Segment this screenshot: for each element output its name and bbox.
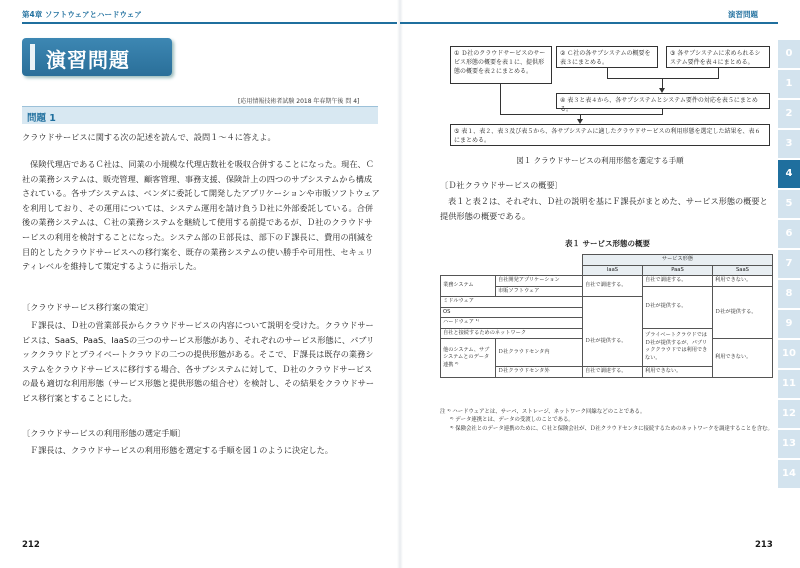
section1-body [22, 318, 380, 406]
right-page [400, 0, 800, 568]
title-box [22, 38, 172, 76]
table-caption: 表１ サービス形態の概要 [564, 239, 651, 248]
table-group-header: サービス形態 [583, 255, 773, 266]
intro-line: クラウドサービスに関する次の記述を読んで、設問１～４に答えよ。 [22, 132, 276, 142]
flow-box-2: ② Ｃ社の各サブシステムの概要を表３にまとめる。 [556, 46, 658, 68]
table-notes [440, 408, 780, 433]
title-stripe [30, 44, 35, 70]
row-commercial-sw: 市販ソフトウェア [496, 286, 583, 297]
chapter-tab-8[interactable]: 8 [778, 280, 800, 308]
flow-connector [607, 68, 608, 78]
cell-paas-self: 自社で調達する。 [643, 276, 713, 287]
d-cloud-section-body [440, 194, 775, 223]
cell-saas-unavailable-2: 利用できない。 [713, 339, 773, 378]
cell-iaas-self: 自社で調達する。 [583, 276, 643, 297]
right-header: 演習問題 [728, 10, 758, 19]
page-number-right: 213 [755, 540, 773, 550]
cell-iaas-d: Ｄ社が提供する。 [583, 318, 643, 367]
section2-body [22, 443, 380, 458]
section1-header: 〔クラウドサービス移行案の策定〕 [22, 302, 154, 312]
cell-iaas-blank [583, 297, 643, 318]
col-paas: PaaS [643, 265, 713, 276]
chapter-tab-3[interactable]: 3 [778, 130, 800, 158]
chapter-tab-10[interactable]: 10 [778, 340, 800, 368]
section2-body-text: Ｆ課長は、クラウドサービスの利用形態を選定する手順を図１のように決定した。 [30, 445, 333, 455]
row-network: 自社と接続するためのネットワーク [441, 328, 583, 339]
chapter-tab-5[interactable]: 5 [778, 190, 800, 218]
chapter-tab-9[interactable]: 9 [778, 310, 800, 338]
body-paragraph [22, 157, 380, 274]
note-1: 注 ¹⁾ ハードウェアとは、サーバ、ストレージ、ネットワーク回線などのことである。 [440, 409, 646, 415]
chapter-tab-2[interactable]: 2 [778, 100, 800, 128]
table-row [441, 276, 773, 287]
flow-box-3: ③ 各サブシステムに求められるシステム要件を表４にまとめる。 [666, 46, 770, 68]
chapter-tab-13[interactable]: 13 [778, 430, 800, 458]
flow-connector [662, 78, 663, 88]
flow-box-4: ④ 表３と表４から、各サブシステムとシステム要件の対応を表５にまとめる。 [556, 93, 770, 109]
cell-paas-unavailable: 利用できない。 [643, 367, 713, 378]
service-form-table [440, 254, 773, 378]
question-bar [22, 106, 378, 124]
chapter-header: 第4章 ソフトウェアとハードウェア [22, 10, 142, 19]
cell-saas-d: Ｄ社が提供する。 [713, 286, 773, 339]
flow-connector [607, 78, 719, 79]
d-cloud-section-header: 〔Ｄ社クラウドサービスの概要〕 [440, 180, 563, 190]
chapter-tab-14[interactable]: 14 [778, 460, 800, 488]
cell-saas-unavailable: 利用できない。 [713, 276, 773, 287]
chapter-tab-12[interactable]: 12 [778, 400, 800, 428]
flow-box-5: ⑤ 表１、表２、表３及び表５から、各サブシステムに適したクラウドサービスの利用形態を選定した結果を、表６にまとめる。 [450, 124, 770, 146]
figure-caption: 図１ クラウドサービスの利用形態を選定する手順 [516, 156, 684, 165]
row-d-center-out: Ｄ社クラウドセンタ外 [496, 367, 583, 378]
col-saas: SaaS [713, 265, 773, 276]
section1-body-text: Ｆ課長は、Ｄ社の営業部長からクラウドサービスの内容について説明を受けた。クラウドサービスは、SaaS、PaaS、IaaSの三つのサービス形態があり、それぞれのサービス形態に、パブリッククラウドとプライベートクラウドの二つの提供形態がある。そこで、Ｆ課長は既存の業務システムをクラウドサービスに移行する場合、各サブシステムに対して、Ｄ社のクラウドサービスの最も適切な利用形態（サービス形態と提供形態の組合せ）を検討し、その結果をクラウドサービス移行案とすることにした。 [22, 320, 375, 403]
note-3: ³⁾ 保険会社とのデータ連携のために、Ｃ社と保険会社が、Ｄ社クラウドセンタに接続するためのネットワークを調達することを含む。 [450, 425, 773, 432]
table-corner [441, 255, 583, 276]
chapter-tab-4[interactable]: 4 [778, 160, 800, 188]
chapter-tab-1[interactable]: 1 [778, 70, 800, 98]
d-cloud-section-text: 表１と表２は、それぞれ、Ｄ社の説明を基にＦ課長がまとめた、サービス形態の概要と提供形態の概要である。 [440, 196, 768, 221]
row-business-system: 業務システム [441, 276, 496, 297]
page-title: 演習問題 [46, 48, 130, 72]
header-rule-right [400, 22, 778, 24]
body-paragraph-text: 保険代理店であるＣ社は、同業の小規模な代理店数社を吸収合併することになった。現在、Ｃ社の業務システムは、販売管理、顧客管理、事務支援、保険計上の四つのサブシステムから構成されている。各サブシステムは、ベンダに委託して開発したアプリケーションや市販ソフトウェアを利用しており、その運用については、システム運用を請け負うＤ社に外部委託している。合併後の業務システムは、Ｃ社の業務システムを継続して使用する前提であるが、Ｄ社のクラウドサービスの利用を検討することになった。システム部のＥ部長は、部下のＦ課長に、費用の削減を目的としたクラウドサービスへの移行案を、既存の業務システムの使い勝手や可用性、セキュリティレベルを維持して策定するように指示した。 [22, 159, 380, 272]
flow-box-1: ① Ｄ社のクラウドサービスのサービス形態の概要を表１に、提供形態の概要を表２にまとめる。 [450, 46, 552, 84]
cell-paas-private: プライベートクラウドではＤ社が提供するが、パブリッククラウドでは利用できない。 [643, 328, 713, 367]
cell-paas-d: Ｄ社が提供する。 [643, 286, 713, 328]
intro-text [22, 130, 380, 145]
row-other-link: 他のシステム、サブシステムとのデータ連携 ²⁾ [441, 339, 496, 378]
chapter-tab-11[interactable]: 11 [778, 370, 800, 398]
note-2: ²⁾ データ連携とは、データの受渡しのことである。 [450, 417, 574, 424]
cell-iaas-self-2: 自社で調達する。 [583, 367, 643, 378]
row-self-dev-app: 自社開発アプリケーション [496, 276, 583, 287]
row-hardware: ハードウェア ¹⁾ [441, 318, 583, 329]
question-source: [応用情報技術者試験 2018 年春期午後 問 4] [238, 98, 360, 105]
section2-header: 〔クラウドサービスの利用形態の選定手順〕 [22, 428, 186, 438]
row-middleware: ミドルウェア [441, 297, 583, 308]
table-row [441, 255, 773, 266]
chapter-tab-6[interactable]: 6 [778, 220, 800, 248]
chapter-tabs [778, 40, 800, 490]
question-label: 問題 1 [27, 113, 56, 124]
flow-connector [500, 84, 501, 114]
header-rule [22, 22, 400, 24]
chapter-tab-0[interactable]: 0 [778, 40, 800, 68]
flow-connector [718, 68, 719, 78]
page-number-left: 212 [22, 540, 40, 550]
flow-connector [500, 114, 663, 115]
row-os: OS [441, 307, 583, 318]
chapter-tab-7[interactable]: 7 [778, 250, 800, 278]
col-iaas: IaaS [583, 265, 643, 276]
row-d-center-in: Ｄ社クラウドセンタ内 [496, 339, 583, 367]
